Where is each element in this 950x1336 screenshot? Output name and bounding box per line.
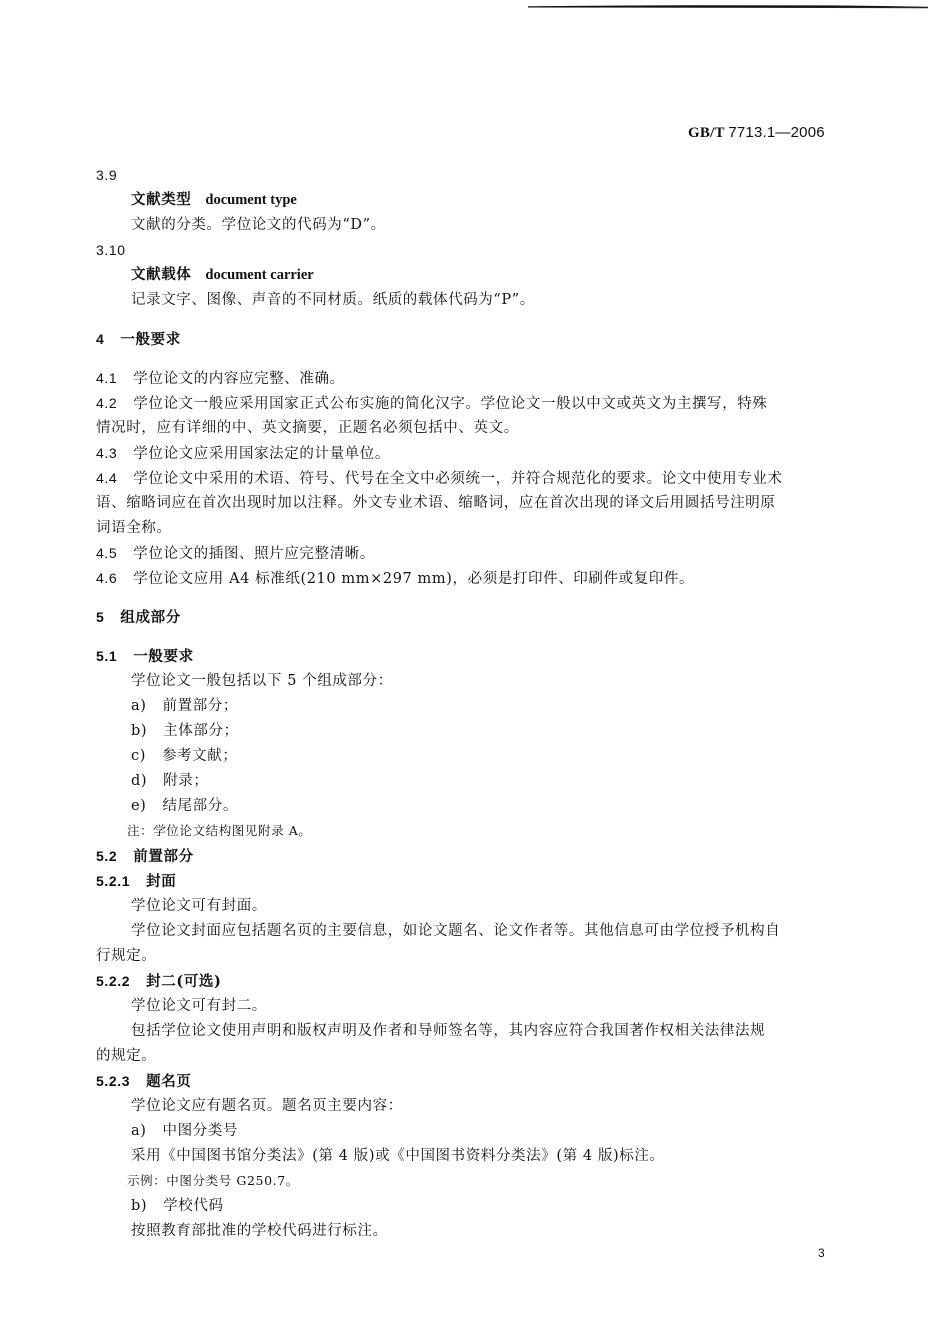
clause-text: 学位论文的插图、照片应完整清晰。 xyxy=(133,546,375,562)
clause-number: 4.1 xyxy=(96,370,118,386)
definition-document-carrier: 记录文字、图像、声音的不同材质。纸质的载体代码为“P”。 xyxy=(131,292,535,308)
term-en: document type xyxy=(205,192,297,208)
clause-4-2-cont: 情况时，应有详细的中、英文摘要，正题名必须包括中、英文。 xyxy=(96,420,519,436)
list-marker: d) xyxy=(131,773,148,789)
clause-number-3-9: 3.9 xyxy=(96,167,118,183)
heading-5-1 xyxy=(96,647,194,666)
clause-4-4-cont-2: 词语全称。 xyxy=(96,520,172,536)
list-text: 主体部分； xyxy=(163,723,239,739)
section-number: 5 xyxy=(96,609,105,625)
clause-text: 学位论文的内容应完整、准确。 xyxy=(133,371,345,387)
list-text: 前置部分； xyxy=(162,698,239,714)
section-title: 组成部分 xyxy=(120,609,181,626)
term-cn: 文献载体 xyxy=(131,266,192,283)
page-number: 3 xyxy=(818,1246,825,1260)
clause-number: 4.6 xyxy=(96,570,118,586)
standard-number: 7713.1—2006 xyxy=(728,124,825,141)
list-text: 学校代码 xyxy=(163,1198,224,1214)
list-marker: a) xyxy=(131,1123,147,1139)
term-en: document carrier xyxy=(205,267,314,283)
clause-title: 封面 xyxy=(146,873,177,890)
list-marker: b) xyxy=(131,1198,148,1214)
clause-number: 4.2 xyxy=(96,395,118,411)
clause-title: 题名页 xyxy=(146,1073,192,1090)
intro-5-1: 学位论文一般包括以下 5 个组成部分： xyxy=(131,673,393,689)
para-5-2-2-b-cont: 的规定。 xyxy=(96,1048,157,1064)
section-number: 4 xyxy=(96,331,105,347)
para-5-2-2-a: 学位论文可有封二。 xyxy=(131,998,267,1014)
section-title: 一般要求 xyxy=(120,331,181,348)
heading-5-2-3 xyxy=(96,1072,191,1091)
para-5-2-2-b: 包括学位论文使用声明和版权声明及作者和导师签名等，其内容应符合我国著作权相关法律法规 xyxy=(131,1023,766,1039)
list-marker: c) xyxy=(131,748,146,764)
list-item-a xyxy=(131,697,238,715)
clause-number: 5.2.1 xyxy=(96,873,131,889)
list-marker: a) xyxy=(131,698,147,714)
list-text: 附录； xyxy=(163,773,209,789)
clause-4-4-cont-1: 语、缩略词应在首次出现时加以注释。外文专业术语、缩略词，应在首次出现的译文后用圆括号注明原 xyxy=(96,495,776,511)
clause-number: 4.3 xyxy=(96,445,118,461)
clause-title: 一般要求 xyxy=(133,648,194,665)
standard-prefix: GB/T xyxy=(688,125,725,141)
list-item-d xyxy=(131,772,208,790)
para-5-2-1-a: 学位论文可有封面。 xyxy=(131,898,267,914)
list-item-e xyxy=(131,797,238,815)
para-5-2-1-b: 学位论文封面应包括题名页的主要信息，如论文题名、论文作者等。其他信息可由学位授予机构自 xyxy=(131,923,781,939)
heading-5-2 xyxy=(96,847,194,866)
clause-number: 5.2.3 xyxy=(96,1073,131,1089)
clause-title: 前置部分 xyxy=(133,848,194,865)
clause-4-3 xyxy=(96,444,390,463)
list-text: 结尾部分。 xyxy=(162,798,238,814)
clause-number: 4.5 xyxy=(96,545,118,561)
list-item-b xyxy=(131,722,239,740)
list-marker: e) xyxy=(131,798,147,814)
header-rule xyxy=(528,4,928,9)
clause-4-5 xyxy=(96,544,375,563)
term-document-type xyxy=(131,191,297,209)
example-text: 示例：中图分类号 G250.7。 xyxy=(127,1173,299,1188)
clause-text: 学位论文中采用的术语、符号、代号在全文中必须统一，并符合规范化的要求。论文中使用专业术 xyxy=(133,471,783,487)
clause-4-6 xyxy=(96,569,694,588)
heading-5-2-1 xyxy=(96,872,176,891)
heading-5-2-2 xyxy=(96,972,221,991)
list-text: 中图分类号 xyxy=(162,1123,239,1139)
clause-text: 学位论文应采用国家法定的计量单位。 xyxy=(133,446,390,462)
item-a-text: 采用《中国图书馆分类法》(第 4 版)或《中国图书资料分类法》(第 4 版)标注。 xyxy=(131,1148,665,1164)
standard-code xyxy=(688,124,825,142)
clause-number: 4.4 xyxy=(96,470,118,486)
section-heading-5 xyxy=(96,608,181,627)
item-b-title xyxy=(131,1197,224,1215)
clause-4-4 xyxy=(96,469,783,488)
list-item-c xyxy=(131,747,237,765)
clause-title: 封二(可选) xyxy=(146,973,222,990)
clause-text: 学位论文应用 A4 标准纸(210 mm×297 mm)，必须是打印件、印刷件或复印件。 xyxy=(133,571,695,587)
section-heading-4 xyxy=(96,330,181,349)
term-cn: 文献类型 xyxy=(131,191,192,208)
clause-4-1 xyxy=(96,369,345,388)
para-5-2-1-b-cont: 行规定。 xyxy=(96,948,157,964)
clause-number: 5.2 xyxy=(96,848,118,864)
list-text: 参考文献； xyxy=(161,748,238,764)
clause-text: 学位论文一般应采用国家正式公布实施的简化汉字。学位论文一般以中文或英文为主撰写，特殊 xyxy=(133,396,768,412)
definition-document-type: 文献的分类。学位论文的代码为“D”。 xyxy=(131,217,386,233)
clause-number: 5.1 xyxy=(96,648,118,664)
item-b-text: 按照教育部批准的学校代码进行标注。 xyxy=(131,1223,388,1239)
note-5-1: 注：学位论文结构图见附录 A。 xyxy=(127,823,312,838)
clause-number-3-10: 3.10 xyxy=(96,242,126,258)
list-marker: b) xyxy=(131,723,148,739)
clause-4-2 xyxy=(96,394,767,413)
clause-number: 5.2.2 xyxy=(96,973,131,989)
item-a-title xyxy=(131,1122,238,1140)
intro-5-2-3: 学位论文应有题名页。题名页主要内容： xyxy=(131,1098,403,1114)
term-document-carrier xyxy=(131,266,314,284)
